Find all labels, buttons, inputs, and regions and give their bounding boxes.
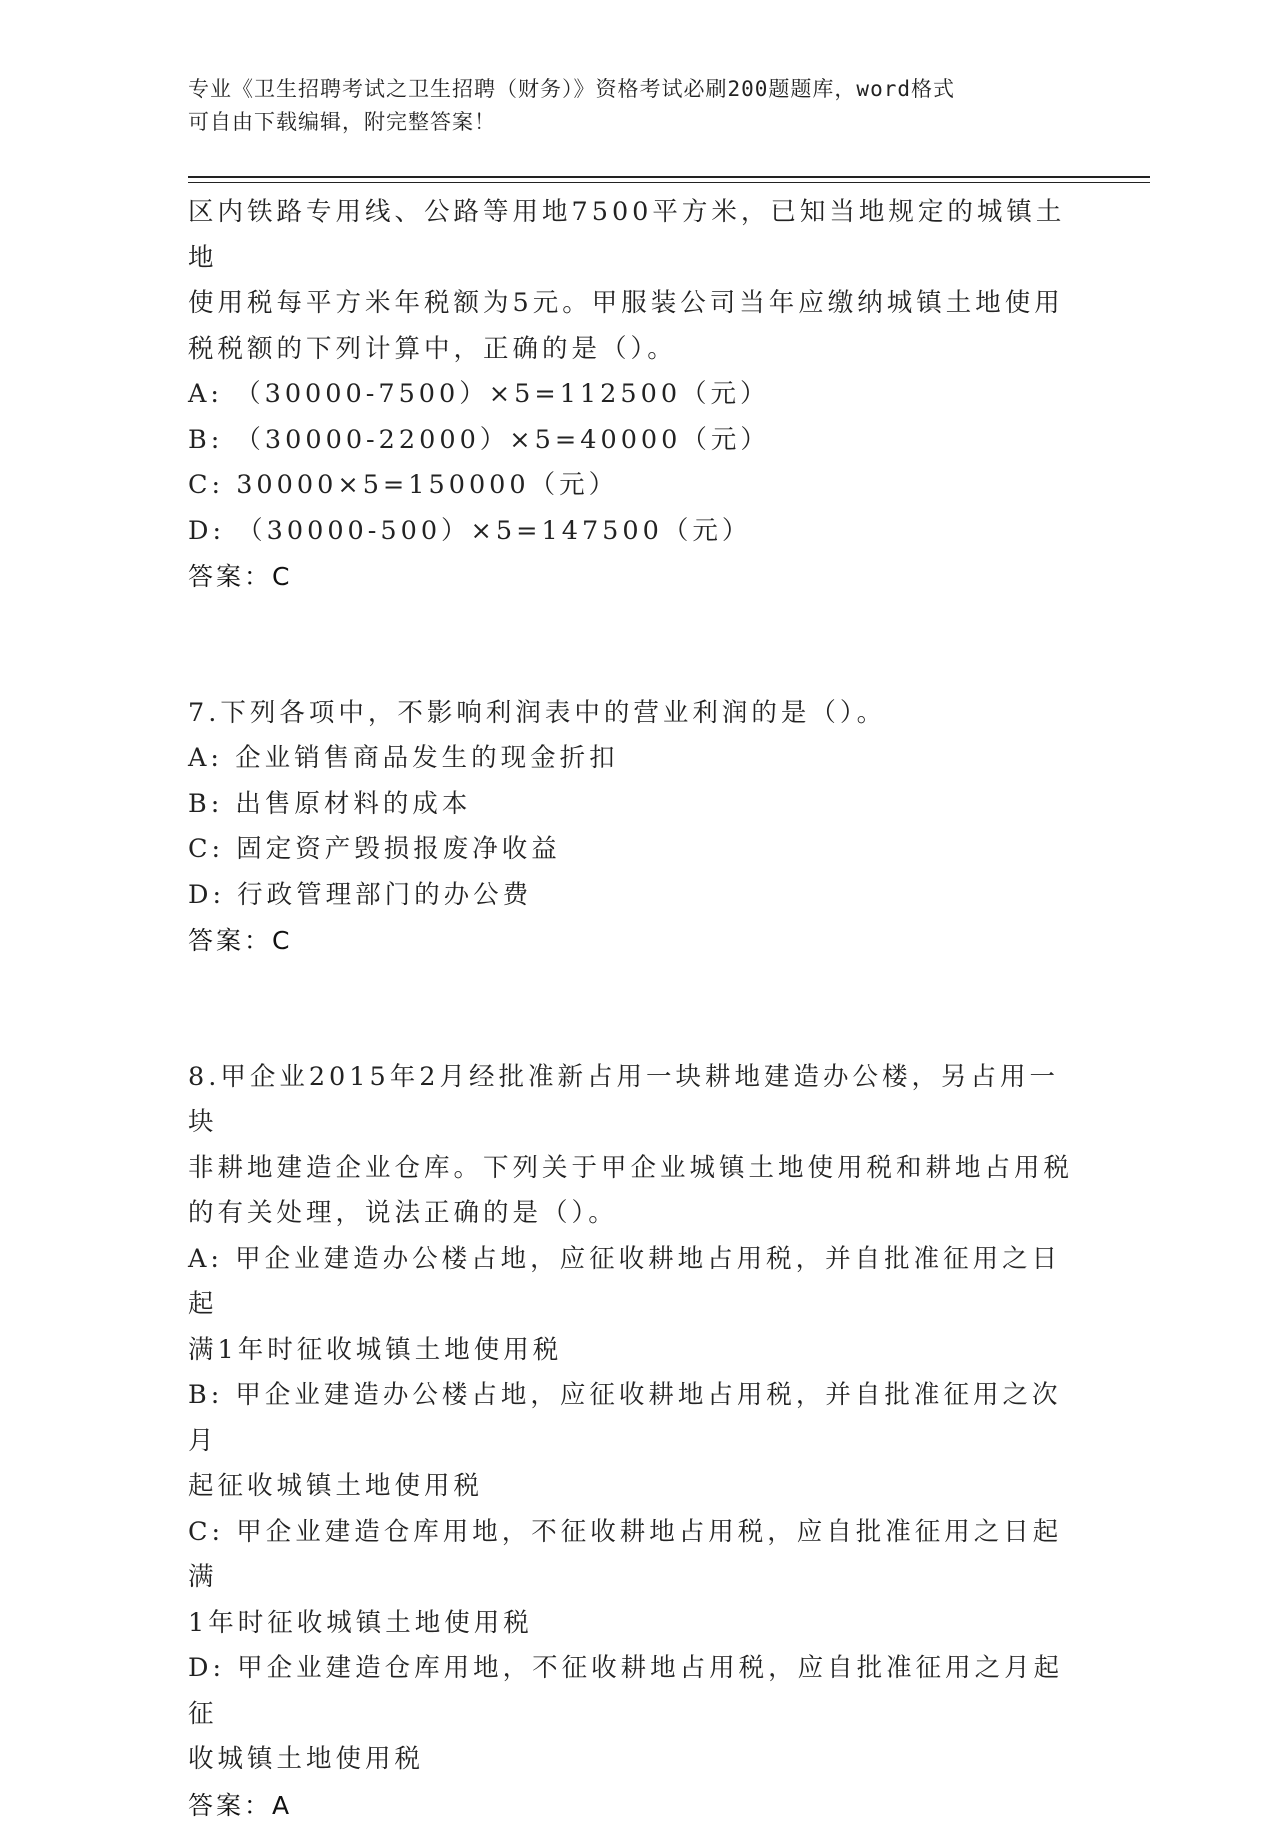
question-7-option-b: B: 出售原材料的成本 [188, 782, 1088, 828]
question-6 [188, 190, 1088, 600]
answer-value: C [272, 926, 290, 955]
question-spacer [188, 964, 1088, 1055]
question-7-option-c: C: 固定资产毁损报废净收益 [188, 827, 1088, 873]
header-rule-thin [188, 182, 1150, 183]
option-line: A: 甲企业建造办公楼占地，应征收耕地占用税，并自批准征用之日起 [188, 1237, 1088, 1328]
answer-value: C [272, 562, 290, 591]
question-8-option-c [188, 1510, 1088, 1647]
question-8-answer [188, 1783, 1088, 1828]
answer-label: 答案： [188, 1791, 272, 1820]
question-7-stem: 7.下列各项中，不影响利润表中的营业利润的是（）。 [188, 691, 1088, 737]
question-6-option-b: B: （30000-22000）×5=40000（元） [188, 418, 1088, 464]
question-8-stem-line: 8.甲企业2015年2月经批准新占用一块耕地建造办公楼，另占用一块 [188, 1055, 1088, 1146]
option-line: B: 甲企业建造办公楼占地，应征收耕地占用税，并自批准征用之次月 [188, 1373, 1088, 1464]
option-line: 起征收城镇土地使用税 [188, 1464, 1088, 1510]
option-line: 1年时征收城镇土地使用税 [188, 1601, 1088, 1647]
question-7-option-d: D: 行政管理部门的办公费 [188, 873, 1088, 919]
header-line-1: 专业《卫生招聘考试之卫生招聘（财务）》资格考试必刷200题题库，word格式 [188, 73, 1068, 106]
question-6-option-d: D: （30000-500）×5=147500（元） [188, 509, 1088, 555]
question-8-option-b [188, 1373, 1088, 1510]
question-7-option-a: A: 企业销售商品发生的现金折扣 [188, 736, 1088, 782]
document-header [188, 73, 1068, 139]
answer-label: 答案： [188, 926, 272, 955]
question-6-option-c: C: 30000×5=150000（元） [188, 463, 1088, 509]
question-8 [188, 1055, 1088, 1828]
question-6-stem-line: 税税额的下列计算中，正确的是（）。 [188, 327, 1088, 373]
question-8-option-d [188, 1646, 1088, 1783]
question-6-stem-line: 使用税每平方米年税额为5元。甲服装公司当年应缴纳城镇土地使用 [188, 281, 1088, 327]
question-7 [188, 691, 1088, 964]
question-spacer [188, 600, 1088, 691]
question-8-stem-line: 的有关处理，说法正确的是（）。 [188, 1191, 1088, 1237]
question-6-stem-line: 区内铁路专用线、公路等用地7500平方米，已知当地规定的城镇土地 [188, 190, 1088, 281]
option-line: 满1年时征收城镇土地使用税 [188, 1328, 1088, 1374]
question-6-option-a: A: （30000-7500）×5=112500（元） [188, 372, 1088, 418]
question-6-answer [188, 554, 1088, 600]
question-8-stem-line: 非耕地建造企业仓库。下列关于甲企业城镇土地使用税和耕地占用税 [188, 1146, 1088, 1192]
option-line: D: 甲企业建造仓库用地，不征收耕地占用税，应自批准征用之月起征 [188, 1646, 1088, 1737]
option-line: C: 甲企业建造仓库用地，不征收耕地占用税，应自批准征用之日起满 [188, 1510, 1088, 1601]
header-line-2: 可自由下载编辑，附完整答案！ [188, 106, 1068, 139]
question-content [188, 190, 1088, 1828]
option-line: 收城镇土地使用税 [188, 1737, 1088, 1783]
header-rule-thick [188, 176, 1150, 178]
answer-label: 答案： [188, 562, 272, 591]
question-7-answer [188, 918, 1088, 964]
question-8-option-a [188, 1237, 1088, 1374]
answer-value: A [272, 1791, 290, 1820]
